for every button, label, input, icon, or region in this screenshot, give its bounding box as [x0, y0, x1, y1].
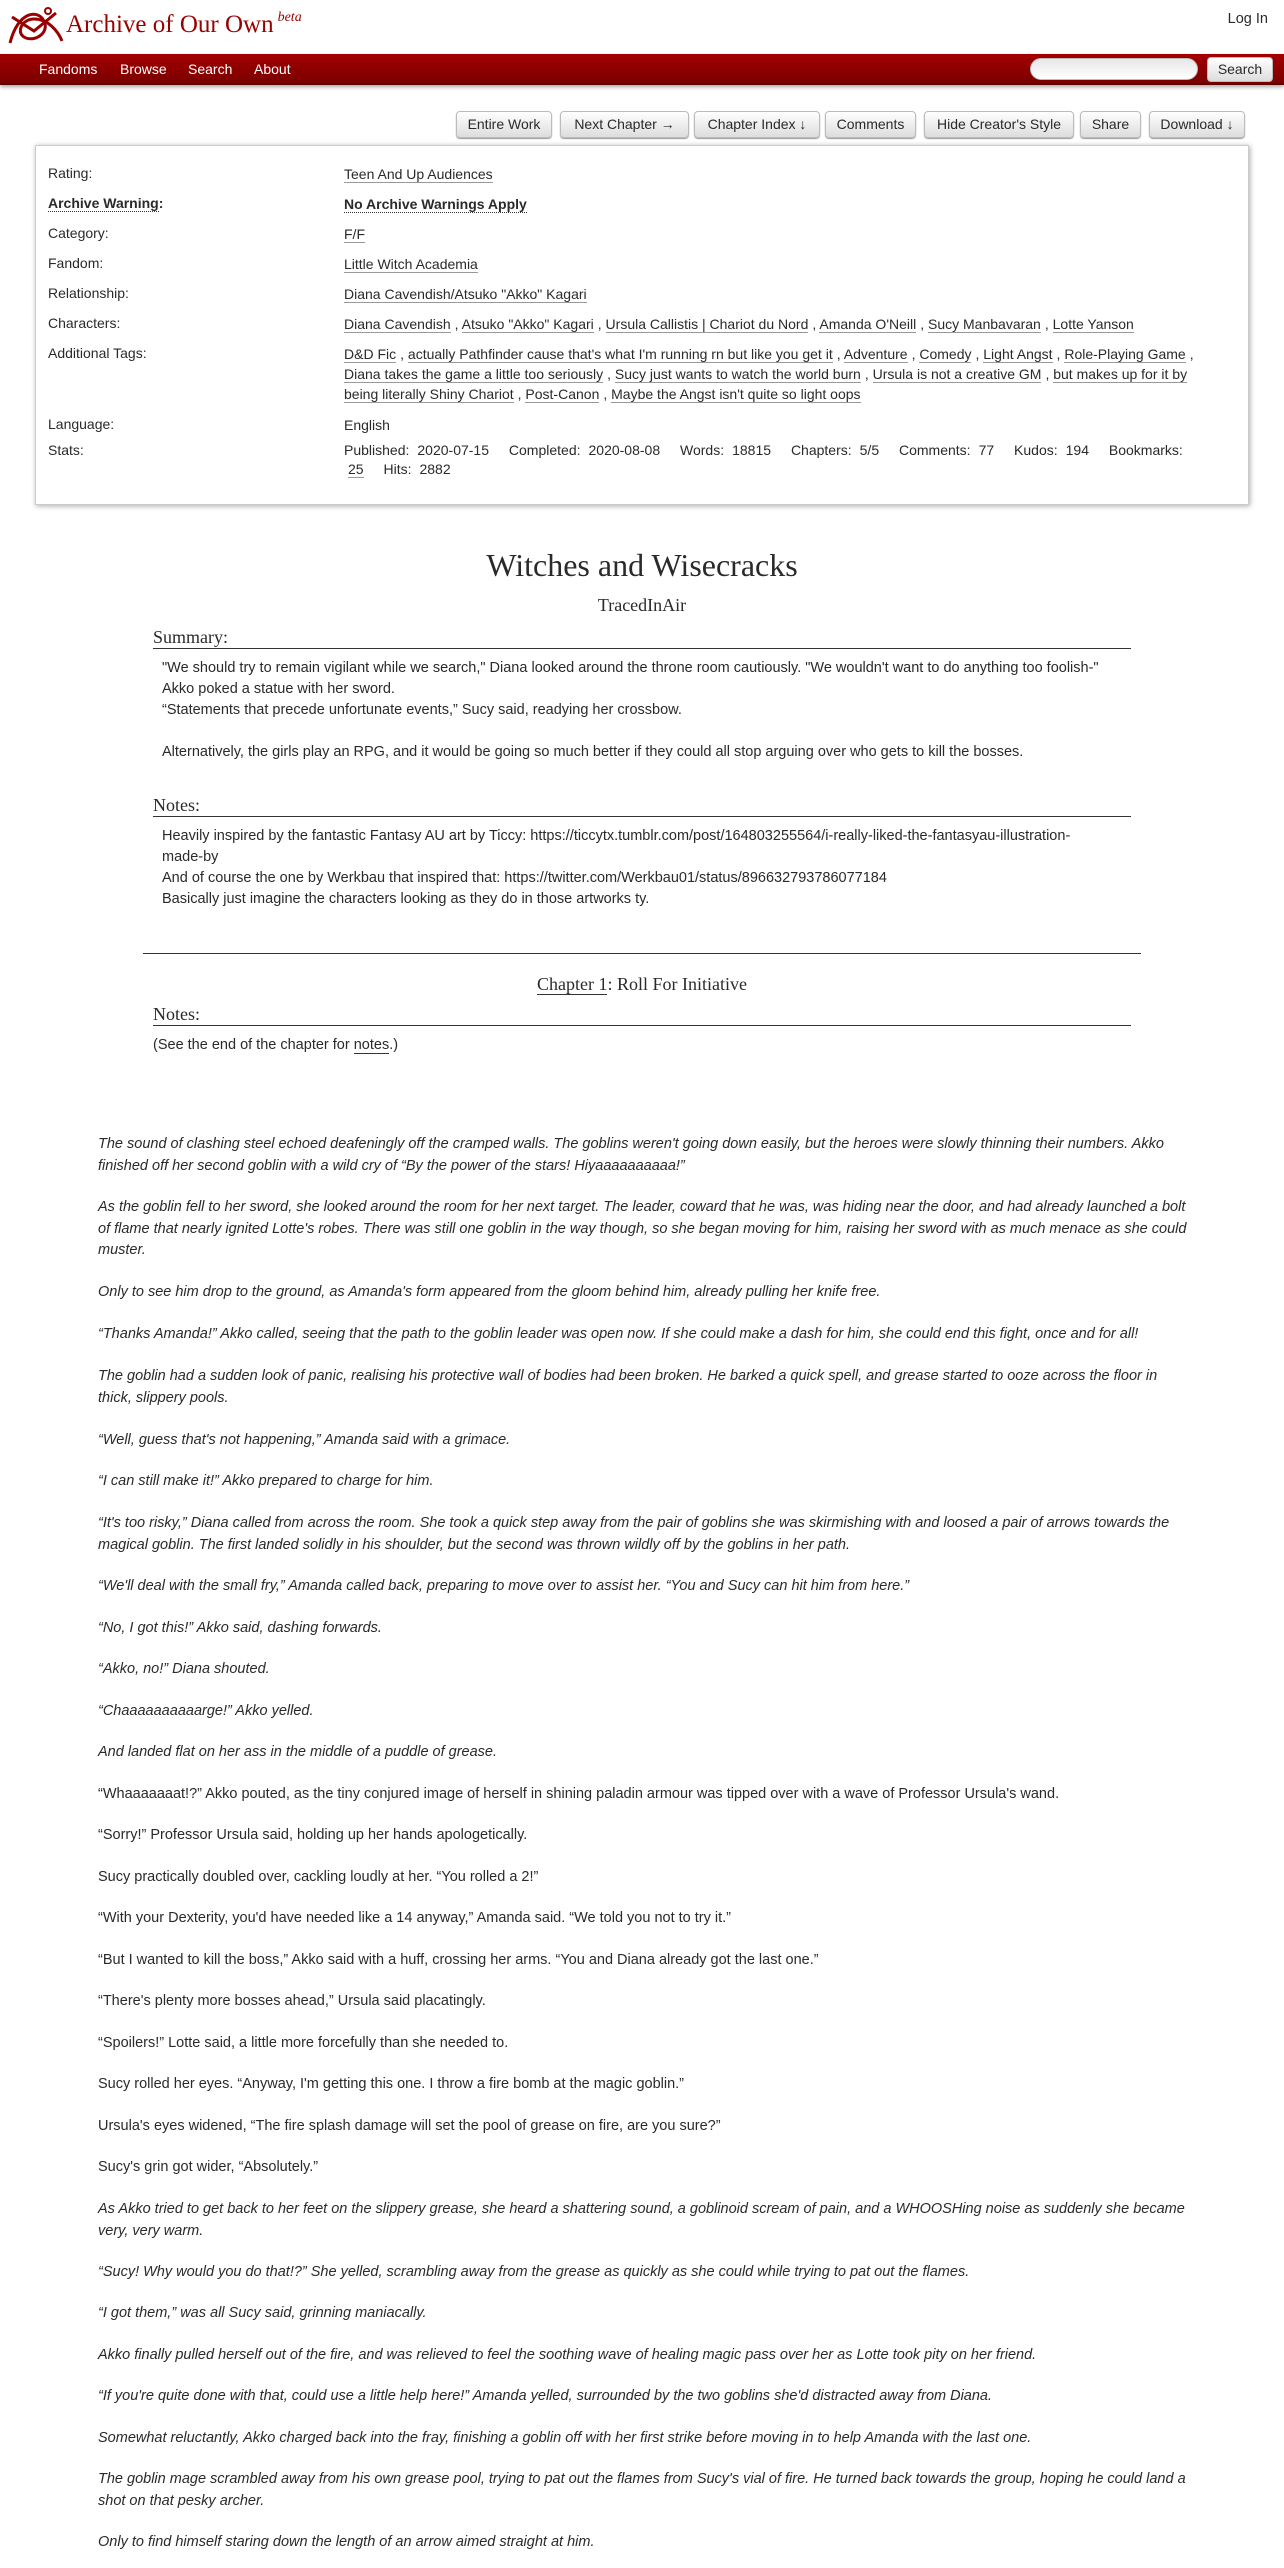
freeform-tag[interactable]: Post-Canon	[525, 386, 600, 402]
nav-about[interactable]: About	[254, 61, 291, 77]
freeform-tag[interactable]: D&D Fic	[344, 346, 397, 362]
paragraph: “Spoilers!” Lotte said, a little more forcefully than she needed to.	[98, 2035, 509, 2051]
ao3-logo-icon[interactable]	[4, 3, 66, 49]
paragraph: “If you're quite done with that, could use a little help here!” Amanda yelled, surrounded by the two goblins she'd distracted away from Diana.	[98, 2388, 993, 2404]
site-title[interactable]	[66, 11, 302, 39]
stats-list	[344, 441, 1224, 479]
site-header	[0, 0, 1284, 54]
download-button[interactable]: Download ↓	[1149, 111, 1245, 138]
paragraph: Only to find himself staring down the length of an arrow aimed straight at him.	[98, 2534, 595, 2550]
chapter-link[interactable]: Chapter 1	[537, 974, 608, 994]
chapters-value: 5/5	[859, 442, 880, 458]
character-tag[interactable]: Lotte Yanson	[1052, 316, 1134, 332]
paragraph: Only to see him drop to the ground, as Amanda's form appeared from the gloom behind him, already pulling her knife free.	[98, 1284, 881, 1300]
paragraph: Akko finally pulled herself out of the fire, and was relieved to feel the soothing wave of healing magic pass over her as Lotte took pity on her friend.	[98, 2347, 1037, 2363]
paragraph: Sucy practically doubled over, cackling loudly at her. “You rolled a 2!”	[98, 1869, 539, 1885]
paragraph: “With your Dexterity, you'd have needed like a 14 anyway,” Amanda said. “We told you not to try it.”	[98, 1910, 732, 1926]
freeform-tag[interactable]: Light Angst	[983, 346, 1053, 362]
stat-label: Hits:	[383, 461, 412, 477]
site-title-text[interactable]: Archive of Our Own	[66, 11, 274, 38]
nav-browse[interactable]: Browse	[120, 61, 167, 77]
paragraph: “We'll deal with the small fry,” Amanda called back, preparing to move over to assist her. “You and Sucy can hit him from here.”	[98, 1578, 910, 1594]
entire-work-button[interactable]: Entire Work	[456, 111, 552, 138]
rating-label: Rating:	[48, 165, 93, 181]
stats-label: Stats:	[48, 442, 84, 458]
chapter-index-button[interactable]: Chapter Index ↓	[694, 111, 820, 138]
comments-value: 77	[978, 442, 995, 458]
notes-line: And of course the one by Werkbau that inspired that: https://twitter.com/Werkbau01/status/896632793786077184	[162, 870, 887, 886]
end-notes-link[interactable]: notes	[353, 1037, 390, 1053]
paragraph: “There's plenty more bosses ahead,” Ursula said placatingly.	[98, 1993, 486, 2009]
chapter-heading	[0, 974, 1284, 995]
language-label: Language:	[48, 416, 115, 432]
summary-body	[162, 658, 1112, 763]
paragraph: “It's too risky,” Diana called from across the room. She took a quick step away from the pair of goblins she was skirmishing with and loosed a pair of arrows towards the magical goblin. The first landed solidly in his shoulder, but the second was thrown wildly off by the goblins in her path.	[98, 1515, 1170, 1553]
paragraph: Ursula's eyes widened, “The fire splash damage will set the pool of grease on fire, are you sure?”	[98, 2118, 721, 2134]
summary-line: "We should try to remain vigilant while we search," Diana looked around the throne room cautiously. "We wouldn't want to do anything too foolish-"	[162, 660, 1099, 676]
stat-label: Kudos:	[1014, 442, 1058, 458]
freeform-tag[interactable]: Ursula is not a creative GM	[872, 366, 1042, 382]
paragraph: “Akko, no!” Diana shouted.	[98, 1661, 270, 1677]
freeform-tag[interactable]: Comedy	[919, 346, 972, 362]
paragraph: The sound of clashing steel echoed deafeningly off the cramped walls. The goblins weren't going down easily, but the heroes were slowly thinning their numbers. Akko finished off her second goblin with a wild cry of “By the power of the stars! Hiyaaaaaaaaaa!”	[98, 1136, 1164, 1174]
relationship-label: Relationship:	[48, 285, 129, 301]
paragraph: The goblin mage scrambled away from his own grease pool, trying to pat out the flames from Sucy's vial of fire. He turned back towards the group, hoping he could land a shot on that pesky archer.	[98, 2471, 1186, 2509]
rating-tag[interactable]: Teen And Up Audiences	[344, 166, 493, 182]
characters-list: Diana Cavendish , Atsuko "Akko" Kagari , Ursula Callistis | Chariot du Nord , Amanda O'Neill , Sucy Manbavaran , Lotte Yanson	[344, 316, 1134, 332]
search-input[interactable]	[1030, 58, 1198, 80]
beta-label: beta	[277, 10, 302, 25]
words-value: 18815	[732, 442, 772, 458]
paragraph: “Sorry!” Professor Ursula said, holding up her hands apologetically.	[98, 1827, 528, 1843]
nav-search[interactable]: Search	[188, 61, 233, 77]
paragraph: As the goblin fell to her sword, she looked around the room for her next target. The leader, coward that he was, was hiding near the door, and had already launched a bolt of flame that nearly ignited Lotte's robes. There was still one goblin in the way though, so she began moving for him, raising her sword with as much menace as she could muster.	[98, 1199, 1187, 1258]
notes-heading: Notes:	[153, 795, 1131, 817]
notes-line: Basically just imagine the characters looking as they do in those artworks ty.	[162, 891, 650, 907]
summary-line: “Statements that precede unfortunate events,” Sucy said, readying her crossbow.	[162, 702, 682, 718]
next-chapter-button[interactable]: Next Chapter →	[560, 111, 689, 138]
published-value: 2020-07-15	[417, 442, 490, 458]
chapter-notes-heading: Notes:	[153, 1004, 1131, 1026]
paragraph: Somewhat reluctantly, Akko charged back into the fray, finishing a goblin off with her first strike before moving in to help Amanda with the last one.	[98, 2430, 1032, 2446]
paragraph: “I can still make it!” Akko prepared to charge for him.	[98, 1473, 434, 1489]
share-button[interactable]: Share	[1080, 111, 1141, 138]
character-tag[interactable]: Amanda O'Neill	[819, 316, 917, 332]
freeform-tag[interactable]: Role-Playing Game	[1064, 346, 1186, 362]
additional-tags-list: D&D Fic , actually Pathfinder cause that's what I'm running rn but like you get it , Adventure , Comedy , Light Angst , Role-Playing Game , Diana takes the game a little too seriously , Sucy just wants to watch the world burn , Ursula is not a creative GM , but makes up for it by being literally Shiny Chariot , Post-Canon , Maybe the Angst isn't quite so light oops	[344, 346, 1194, 402]
work-meta	[35, 145, 1249, 505]
character-tag[interactable]: Sucy Manbavaran	[928, 316, 1041, 332]
paragraph: Sucy's grin got wider, “Absolutely.”	[98, 2159, 319, 2175]
warning-tag[interactable]: No Archive Warnings Apply	[344, 196, 527, 212]
hide-creators-style-button[interactable]: Hide Creator's Style	[924, 111, 1074, 138]
chapter-notes-post: .)	[389, 1037, 399, 1053]
additional-tags-label: Additional Tags:	[48, 345, 147, 361]
stat-label: Words:	[680, 442, 725, 458]
work-title: Witches and Wisecracks	[486, 547, 798, 583]
comments-button[interactable]: Comments	[825, 111, 916, 138]
warning-label: Archive Warning:	[48, 195, 164, 211]
paragraph: “But I wanted to kill the boss,” Akko said with a huff, crossing her arms. “You and Diana already got the last one.”	[98, 1952, 819, 1968]
search-button[interactable]: Search	[1207, 57, 1273, 82]
notes-body	[162, 826, 1102, 910]
paragraph: “Thanks Amanda!” Akko called, seeing that the path to the goblin leader was open now. If she could make a dash for him, she could end this fight, once and for all!	[98, 1326, 1139, 1342]
primary-navigation	[0, 54, 1284, 85]
chapter-title: : Roll For Initiative	[607, 974, 747, 994]
summary-spacer	[162, 721, 1112, 742]
paragraph: And landed flat on her ass in the middle of a puddle of grease.	[98, 1744, 498, 1760]
character-tag[interactable]: Ursula Callistis | Chariot du Nord	[605, 316, 809, 332]
paragraph: “Well, guess that's not happening,” Amanda said with a grimace.	[98, 1432, 511, 1448]
summary-heading: Summary:	[153, 627, 1131, 649]
paragraph: “No, I got this!” Akko said, dashing forwards.	[98, 1620, 382, 1636]
paragraph: “Whaaaaaaat!?” Akko pouted, as the tiny conjured image of herself in shining paladin armour was tipped over with a wave of Professor Ursula's wand.	[98, 1786, 1060, 1802]
paragraph: “Chaaaaaaaaaarge!” Akko yelled.	[98, 1703, 314, 1719]
category-label: Category:	[48, 225, 109, 241]
bookmarks-link[interactable]: 25	[348, 461, 364, 477]
completed-value: 2020-08-08	[588, 442, 661, 458]
hits-value: 2882	[419, 461, 451, 477]
language-value: English	[344, 417, 390, 433]
paragraph: Sucy rolled her eyes. “Anyway, I'm getting this one. I throw a fire bomb at the magic goblin.”	[98, 2076, 684, 2092]
characters-label: Characters:	[48, 315, 121, 331]
stat-label: Bookmarks:	[1108, 442, 1183, 458]
notes-line: Heavily inspired by the fantastic Fantasy AU art by Ticcy: https://ticcytx.tumblr.com/post/164803255564/i-really-liked-the-fantasyau-illustration-made-by	[162, 828, 1071, 865]
freeform-tag[interactable]: actually Pathfinder cause that's what I'm running rn but like you get it	[407, 346, 833, 362]
paragraph: “Sucy! Why would you do that!?” She yelled, scrambling away from the grease as quickly as she could while trying to pat out the flames.	[98, 2264, 970, 2280]
fandom-label: Fandom:	[48, 255, 104, 271]
summary-line: Alternatively, the girls play an RPG, and it would be going so much better if they could all stop arguing over who gets to kill the bosses.	[162, 744, 1024, 760]
paragraph: “I got them,” was all Sucy said, grinning maniacally.	[98, 2305, 427, 2321]
nav-fandoms[interactable]: Fandoms	[39, 61, 98, 77]
author-name[interactable]: TracedInAir	[597, 595, 687, 615]
chapter-notes-pre: (See the end of the chapter for	[153, 1037, 354, 1053]
kudos-value: 194	[1065, 442, 1089, 458]
fandom-tag[interactable]: Little Witch Academia	[344, 256, 478, 272]
stat-label: Published:	[344, 442, 410, 458]
category-tag[interactable]: F/F	[344, 226, 365, 242]
summary-line: Akko poked a statue with her sword.	[162, 681, 395, 697]
character-tag[interactable]: Atsuko "Akko" Kagari	[461, 316, 594, 332]
freeform-tag[interactable]: Adventure	[843, 346, 908, 362]
relationship-tag[interactable]: Diana Cavendish/Atsuko "Akko" Kagari	[344, 286, 587, 302]
author-link	[0, 595, 1284, 616]
warning-label-text[interactable]: Archive Warning	[48, 195, 159, 211]
freeform-tag[interactable]: but makes up for it by being literally Shiny Chariot	[344, 366, 1188, 402]
freeform-tag[interactable]: Sucy just wants to watch the world burn	[614, 366, 861, 382]
character-tag[interactable]: Diana Cavendish	[344, 316, 451, 332]
paragraph: As Akko tried to get back to her feet on the slippery grease, she heard a shattering sound, a goblinoid scream of pain, and a WHOOSHing noise as suddenly she became very, very warm.	[98, 2201, 1185, 2239]
freeform-tag[interactable]: Maybe the Angst isn't quite so light oops	[611, 386, 861, 402]
stat-label: Completed:	[508, 442, 581, 458]
paragraph: The goblin had a sudden look of panic, realising his protective wall of bodies had been broken. He barked a quick spell, and grease started to ooze across the floor in thick, slippery pools.	[98, 1368, 1158, 1406]
freeform-tag[interactable]: Diana takes the game a little too seriously	[344, 366, 604, 382]
chapter-divider	[143, 953, 1141, 954]
stat-label: Comments:	[899, 442, 971, 458]
chapter-notes-text	[153, 1037, 398, 1053]
stat-label: Chapters:	[790, 442, 852, 458]
login-link[interactable]: Log In	[1227, 11, 1268, 27]
